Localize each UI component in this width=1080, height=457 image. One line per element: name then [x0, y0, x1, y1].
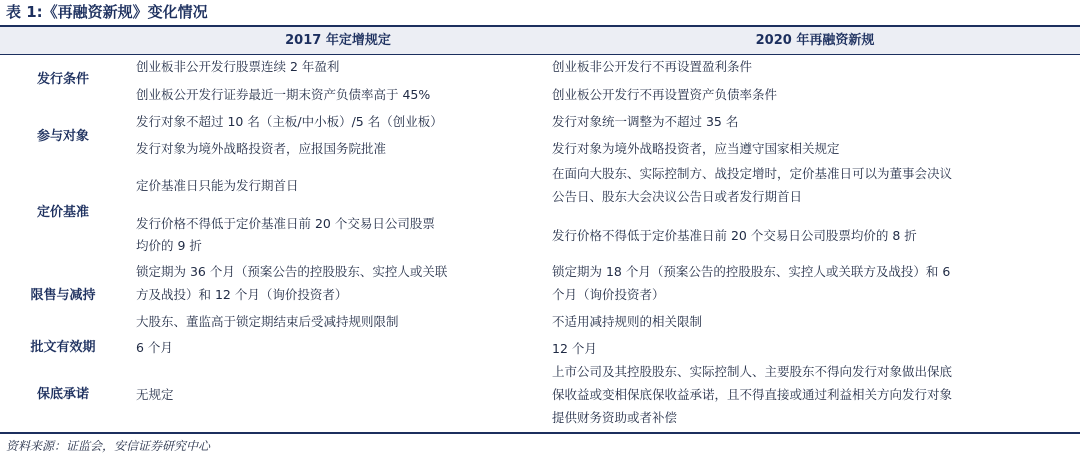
- new-rule-text: 发行对象统一调整为不超过 35 名: [552, 114, 739, 129]
- old-rule-text: 定价基准日只能为发行期首日: [136, 178, 299, 193]
- new-rule-text: 发行对象为境外战略投资者，应当遵守国家相关规定: [552, 141, 840, 156]
- old-rule-text: 创业板非公开发行股票连续 2 年盈利: [136, 59, 340, 74]
- header-2017: 2017 年定增规定: [285, 33, 391, 48]
- bottom-rule: [0, 432, 1080, 434]
- new-rule-text: 创业板公开发行不再设置资产负债率条件: [552, 87, 778, 102]
- new-rule-text: 提供财务资助或者补偿: [552, 410, 678, 425]
- category-pricing-basis: 定价基准: [36, 205, 89, 220]
- old-rule-text: 发行对象不超过 10 名（主板/中小板）/5 名（创业板）: [136, 114, 443, 129]
- header-rule: [0, 54, 1080, 55]
- old-rule-text: 均价的 9 折: [136, 238, 202, 253]
- category-guarantee: 保底承诺: [36, 387, 89, 402]
- new-rule-text: 不适用减持规则的相关限制: [552, 314, 703, 329]
- category-lockup-reduction: 限售与减持: [30, 288, 96, 303]
- new-rule-text: 上市公司及其控股股东、实际控制人、主要股东不得向发行对象做出保底: [552, 364, 953, 379]
- new-rule-text: 锁定期为 18 个月（预案公告的控股股东、实控人或关联方及战投）和 6: [552, 264, 951, 279]
- new-rule-text: 个月（询价投资者）: [552, 287, 665, 302]
- old-rule-text: 发行对象为境外战略投资者，应报国务院批准: [136, 141, 387, 156]
- old-rule-text: 无规定: [136, 387, 174, 402]
- new-rule-text: 公告日、股东大会决议公告日或者发行期首日: [552, 189, 803, 204]
- old-rule-text: 方及战投）和 12 个月（询价投资者）: [136, 287, 348, 302]
- new-rule-text: 发行价格不得低于定价基准日前 20 个交易日公司股票均价的 8 折: [552, 228, 917, 243]
- old-rule-text: 6 个月: [136, 340, 173, 355]
- category-approval-validity: 批文有效期: [30, 340, 96, 355]
- new-rule-text: 保收益或变相保底保收益承诺，且不得直接或通过利益相关方向发行对象: [552, 387, 953, 402]
- source-note: 资料来源：证监会，安信证券研究中心: [6, 439, 211, 453]
- old-rule-text: 大股东、董监高于锁定期结束后受减持规则限制: [136, 314, 399, 329]
- category-participants: 参与对象: [36, 129, 89, 144]
- old-rule-text: 锁定期为 36 个月（预案公告的控股股东、实控人或关联: [136, 264, 448, 279]
- table-title: 表 1:《再融资新规》变化情况: [6, 3, 208, 21]
- new-rule-text: 创业板非公开发行不再设置盈利条件: [552, 59, 753, 74]
- old-rule-text: 创业板公开发行证券最近一期末资产负债率高于 45%: [136, 87, 431, 102]
- header-2020: 2020 年再融资新规: [755, 33, 875, 48]
- new-rule-text: 在面向大股东、实际控制方、战投定增时，定价基准日可以为董事会决议: [552, 166, 953, 181]
- new-rule-text: 12 个月: [552, 341, 597, 356]
- old-rule-text: 发行价格不得低于定价基准日前 20 个交易日公司股票: [136, 216, 435, 231]
- category-issuance-conditions: 发行条件: [36, 72, 89, 87]
